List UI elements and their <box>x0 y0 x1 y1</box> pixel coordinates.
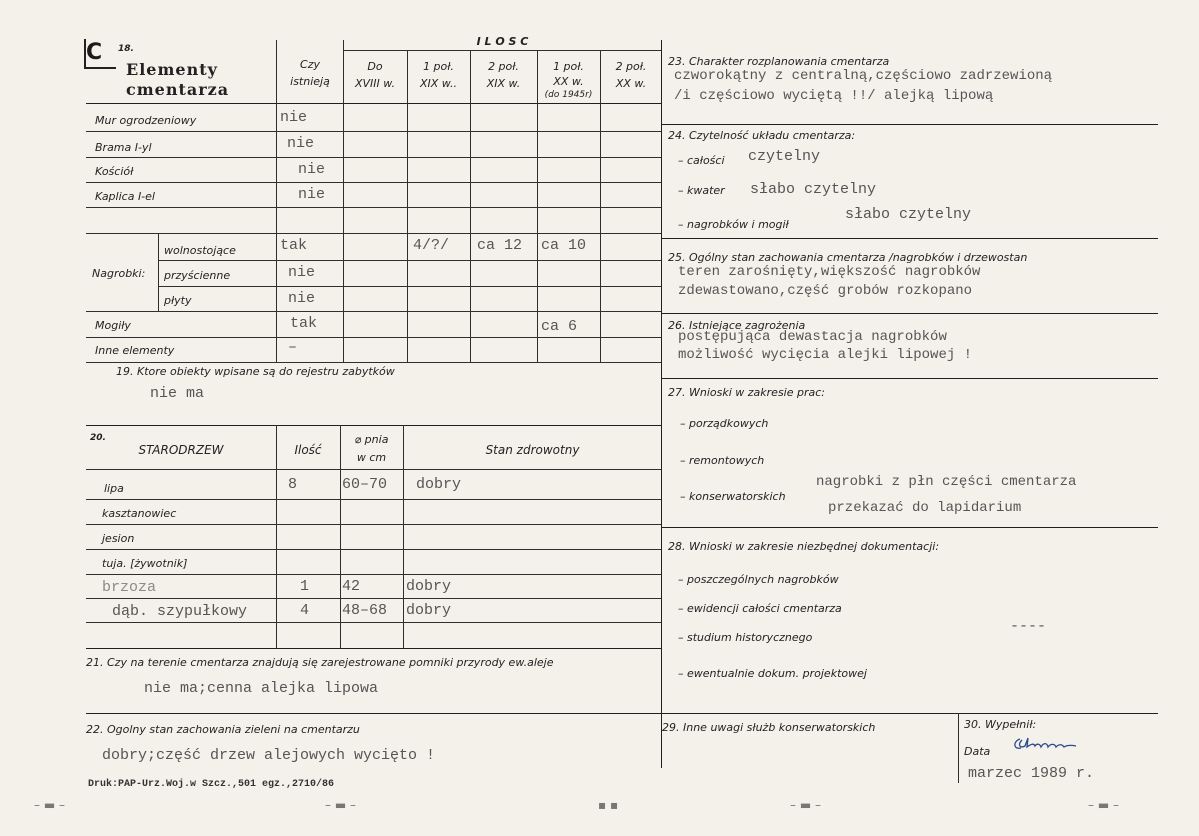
binding-marks: – ▬ – <box>790 798 821 812</box>
row-label-mur: Mur ogrodzeniowy <box>95 114 197 127</box>
rule <box>662 713 1158 714</box>
value-kosciol-exists: nie <box>298 161 326 178</box>
s26-line2: możliwość wycięcia alejki lipowej ! <box>678 347 973 363</box>
s21-label: 21. Czy na terenie cmentarza znajdują się zarejestrowane pomniki przyrody ew.aleje <box>86 656 554 669</box>
rule <box>276 425 277 648</box>
s20-title: STARODRZEW <box>138 443 224 457</box>
tree-lipa-pnia: 60–70 <box>342 476 388 493</box>
row-label-inne: Inne elementy <box>95 344 175 357</box>
rule <box>86 499 662 500</box>
period-5-l1: 2 poł. <box>615 60 647 73</box>
s25-line2: zdewastowano,część grobów rozkopano <box>678 283 973 299</box>
s20-number: 20. <box>90 433 106 443</box>
value-wolnostojace-p4: ca 10 <box>541 237 587 254</box>
s27-porzadkowych: – porządkowych <box>680 417 769 430</box>
rule <box>86 207 662 208</box>
s24-nagrobkow: słabo czytelny <box>845 206 972 223</box>
tree-lipa-ilosc: 8 <box>288 476 298 493</box>
s28-item-2: – ewidencji całości cmentarza <box>678 602 842 615</box>
value-brama-exists: nie <box>287 135 315 152</box>
row-label-kosciol: Kościół <box>95 165 134 178</box>
value-wolnostojace-exists: tak <box>280 237 308 254</box>
s27-line2: przekazać do lapidarium <box>828 500 1022 516</box>
rule <box>343 50 662 51</box>
rule <box>276 40 277 362</box>
s26-label: 26. Istniejące zagrożenia <box>668 319 806 332</box>
s30-label: 30. Wypełnił: <box>964 718 1037 731</box>
rule <box>86 469 662 470</box>
value-plyty-exists: nie <box>288 290 316 307</box>
binding-marks: – ▬ – <box>1088 798 1119 812</box>
tree-brzoza-pnia: 42 <box>342 578 361 595</box>
tree-label-dab: dąb. szypułkowy <box>112 603 248 620</box>
s24-label: 24. Czytelność układu cmentarza: <box>668 129 856 142</box>
s27-remontowych: – remontowych <box>680 454 765 467</box>
rule <box>86 182 662 183</box>
tree-label-lipa: lipa <box>104 482 124 495</box>
s24-calosci: czytelny <box>748 148 821 165</box>
value-mur-exists: nie <box>280 109 308 126</box>
s19-value: nie ma <box>150 385 205 402</box>
rule <box>470 50 471 362</box>
tree-dab-pnia: 48–68 <box>342 602 388 619</box>
period-2-l2: XIX w.. <box>419 77 458 90</box>
rule <box>86 524 662 525</box>
s30-date: marzec 1989 r. <box>968 765 1095 782</box>
s26-line1: postępująca dewastacja nagrobków <box>678 329 947 345</box>
rule <box>661 40 662 768</box>
binding-marks: ▪ ▪ <box>598 798 619 812</box>
s20-col-ilosc: Ilość <box>294 443 322 457</box>
rule <box>600 50 601 362</box>
value-przyscienne-exists: nie <box>288 264 316 281</box>
s25-line1: teren zarośnięty,większość nagrobków <box>678 264 981 280</box>
s28-item-1: – poszczególnych nagrobków <box>678 573 839 586</box>
print-stamp: Druk:PAP-Urz.Woj.w Szcz.,501 egz.,2710/86 <box>88 779 335 790</box>
s25-label: 25. Ogólny stan zachowania cmentarza /nagrobków i drzewostan <box>668 251 1028 264</box>
rule <box>86 103 662 104</box>
rule <box>662 313 1158 314</box>
row-label-brama: Brama I-yl <box>95 141 152 154</box>
signature-icon <box>1012 735 1082 755</box>
s24-kwater-label: – kwater <box>678 184 725 197</box>
tree-brzoza-ilosc: 1 <box>300 578 310 595</box>
row-label-plyty: płyty <box>164 294 192 307</box>
s19-label: 19. Ktore obiekty wpisane są do rejestru zabytków <box>116 365 395 378</box>
s27-label: 27. Wnioski w zakresie prac: <box>668 386 825 399</box>
s28-dash: ---- <box>1010 618 1047 635</box>
s28-item-3: – studium historycznego <box>678 631 813 644</box>
rule <box>86 549 662 550</box>
rule <box>958 713 959 783</box>
rule <box>407 50 408 362</box>
rule <box>662 124 1158 125</box>
s24-nagrobkow-label: – nagrobków i mogił <box>678 218 789 231</box>
s29-label: 29. Inne uwagi służb konserwatorskich <box>662 721 876 734</box>
s20-col-pnia-l1: ⌀ pnia <box>354 433 389 446</box>
binding-marks: – ▬ – <box>325 798 356 812</box>
ilosc-header: I L O S C <box>476 35 529 48</box>
period-4-l1: 1 poł. <box>553 60 584 73</box>
rule <box>662 527 1158 528</box>
value-wolnostojace-p2: 4/?/ <box>413 237 450 254</box>
rule <box>86 622 662 623</box>
section-letter: C <box>86 40 103 65</box>
rule <box>86 648 662 649</box>
tree-label-brzoza: brzoza <box>102 579 157 596</box>
s28-item-4: – ewentualnie dokum. projektowej <box>678 667 867 680</box>
s23-line1: czworokątny z centralną,częściowo zadrzewioną <box>674 68 1053 84</box>
tree-label-kasztanowiec: kasztanowiec <box>102 507 177 520</box>
rule <box>86 157 662 158</box>
rule <box>86 233 662 234</box>
row-label-kaplica: Kaplica I-el <box>95 190 155 203</box>
value-mogily-p4: ca 6 <box>541 318 578 335</box>
value-kaplica-exists: nie <box>298 186 326 203</box>
s24-kwater: słabo czytelny <box>750 181 877 198</box>
row-label-nagrobki: Nagrobki: <box>92 267 146 280</box>
s27-konserwatorskich: – konserwatorskich <box>680 490 786 503</box>
value-wolnostojace-p3: ca 12 <box>477 237 523 254</box>
tree-dab-stan: dobry <box>406 602 452 619</box>
value-inne-exists: – <box>288 339 298 356</box>
rule <box>158 233 159 311</box>
s28-label: 28. Wnioski w zakresie niezbędnej dokumentacji: <box>668 540 940 553</box>
rule <box>86 131 662 132</box>
rule <box>86 598 662 599</box>
tree-label-jesion: jesion <box>102 532 135 545</box>
tree-label-tuja: tuja. [żywotnik] <box>102 557 188 570</box>
period-1-l1: Do <box>367 60 383 73</box>
binding-marks: – ▬ – <box>34 798 65 812</box>
value-mogily-exists: tak <box>290 315 318 332</box>
period-4-l2: XX w. <box>553 75 584 88</box>
rule <box>662 238 1158 239</box>
tree-lipa-stan: dobry <box>416 476 462 493</box>
rule <box>86 574 662 575</box>
s23-line2: /i częściowo wyciętą !!/ alejką lipową <box>674 88 994 104</box>
period-5-l2: XX w. <box>615 77 647 90</box>
s22-value: dobry;część drzew alejowych wycięto ! <box>102 747 436 764</box>
s27-line1: nagrobki z płn części cmentarza <box>816 474 1077 490</box>
period-2-l1: 1 poł. <box>423 60 454 73</box>
s20-col-stan: Stan zdrowotny <box>485 443 580 457</box>
s23-label: 23. Charakter rozplanowania cmentarza <box>668 55 890 68</box>
period-1-l2: XVIII w. <box>354 77 396 90</box>
title-line1: Elementy <box>126 60 218 79</box>
rule <box>403 425 404 648</box>
tree-dab-ilosc: 4 <box>300 602 310 619</box>
rule <box>86 713 662 714</box>
title-line2: cmentarza <box>126 80 230 99</box>
rule <box>86 362 662 363</box>
s20-col-pnia-l2: w cm <box>356 451 387 464</box>
rule <box>662 378 1158 379</box>
section-number: 18. <box>118 44 134 54</box>
row-label-mogily: Mogiły <box>95 319 131 332</box>
s24-calosci-label: – całości <box>678 154 725 167</box>
period-3-l2: XIX w. <box>486 77 521 90</box>
tree-brzoza-stan: dobry <box>406 578 452 595</box>
rule <box>158 286 662 287</box>
rule <box>86 337 662 338</box>
rule <box>86 311 662 312</box>
s30-data-label: Data <box>964 745 991 758</box>
row-label-przyscienne: przyścienne <box>164 269 231 282</box>
s21-value: nie ma;cenna alejka lipowa <box>144 680 379 697</box>
rule <box>158 260 662 261</box>
row-label-wolnostojace: wolnostojące <box>164 244 236 257</box>
s22-label: 22. Ogolny stan zachowania zieleni na cmentarzu <box>86 723 360 736</box>
period-3-l1: 2 poł. <box>488 60 519 73</box>
rule <box>86 425 662 426</box>
col-exists-header: Czy istnieją <box>290 58 330 88</box>
period-4-l3: (do 1945r) <box>544 90 593 100</box>
